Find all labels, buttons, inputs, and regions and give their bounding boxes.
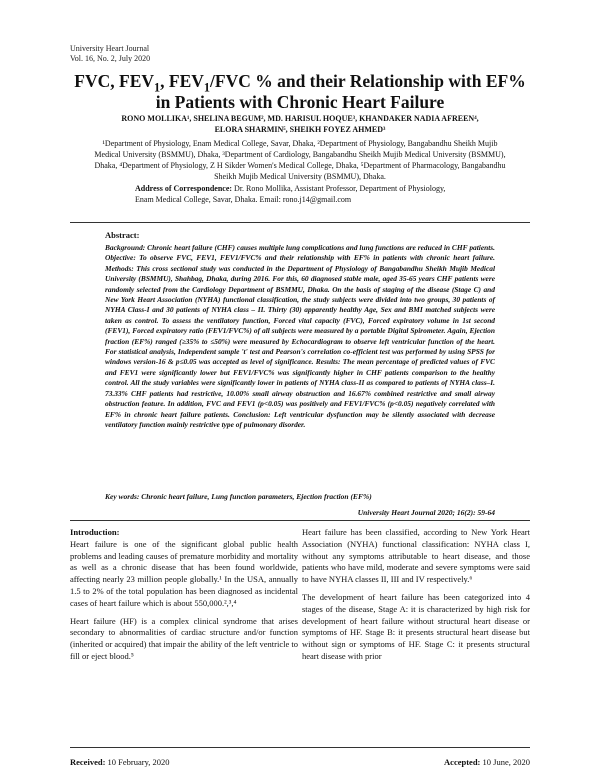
paragraph: Heart failure (HF) is a complex clinical syndrome that arises secondary to abnormalities of cardiac structure and/or function (inherited or acquired) that impair the ability of the left ventricle to fill or eject blood.⁵ xyxy=(70,615,298,661)
title-line2: in Patients with Chronic Heart Failure xyxy=(155,92,445,112)
affiliation-line: Medical University (BSMMU), Dhaka, ³Department of Cardiology, Bangabandhu Sheikh Mujib Medical University (BSMMU), xyxy=(94,150,506,159)
received-label: Received: xyxy=(70,757,106,767)
received-value: 10 February, 2020 xyxy=(105,757,170,767)
article-title xyxy=(40,71,560,113)
affiliation-line: ¹Department of Physiology, Enam Medical College, Savar, Dhaka, ²Department of Physiology, Bangabandhu Sheikh Mujib xyxy=(102,139,498,148)
correspondence-address xyxy=(135,184,465,205)
title-part: /FVC % and their Relationship with EF% xyxy=(210,71,526,91)
received-date xyxy=(70,757,170,767)
keywords: Key words: Chronic heart failure, Lung function parameters, Ejection fraction (EF%) xyxy=(105,492,372,501)
abstract-heading: Abstract: xyxy=(105,230,140,240)
divider xyxy=(70,520,530,521)
correspondence-label: Address of Correspondence: xyxy=(135,184,233,193)
divider xyxy=(70,747,530,748)
title-part: , FEV xyxy=(160,71,204,91)
authors-line: RONO MOLLIKA¹, SHELINA BEGUM², MD. HARISUL HOQUE³, KHANDAKER NADIA AFREEN⁴, xyxy=(121,114,479,123)
title-part: FVC, FEV xyxy=(74,71,155,91)
author-list xyxy=(90,114,510,135)
accepted-value: 10 June, 2020 xyxy=(480,757,530,767)
affiliations xyxy=(90,138,510,182)
affiliation-line: Sheikh Mujib Medical University (BSMMU), Dhaka. xyxy=(214,172,386,181)
right-column xyxy=(302,527,530,669)
abstract-text: Background: Chronic heart failure (CHF) causes multiple lung complications and lung functions are reduced in CHF patients. Objective: To observe FVC, FEV1, FEV1/FVC% and their relationship with EF% in patients with chronic heart failure. Methods: This cross sectional study was conducted in the Department of Physiology of Bangabandhu Sheikh Mujib Medical University (BSMMU), Shahbag, Dhaka, during 2016. For this, 60 diagnosed stable male, aged 35-65 years CHF patients were randomly selected from the Cardiology Department of BSMMU, Dhaka. On the basis of staging of the disease (Stage C) and New York Heart Association (NYHA) functional classification, the study subjects were divided into two groups, 30 patients of NYHA Class-I and 30 patients of NYHA class – II. Thirty (30) apparently healthy Age, Sex and BMI matched subjects were taken as control. To assess the ventilatory function, Forced vital capacity (FVC), Forced expiratory volume in 1st second (FEV1), Forced expiratory ratio (FEV1/FVC%) of all subjects were measured by a portable Digital Spirometer. Again, Ejection fraction (EF%) ranged (≥35% to ≤50%) were measured by Echocardiogram to observe left ventricular function of the heart. For statistical analysis, Independent sample 't' test and Pearson's correlation co-efficient test was performed by using SPSS for windows version-16 & p≤0.05 was accepted as level of significance. Results: The mean percentage of predicted values of FVC and FEV1 were significantly lower but FEV1/FVC% was significantly higher in CHF patients comparison to the healthy control. All the study variables were significantly lower in patients of NYHA class-II as compared to patients of NYHA class–I. 73.33% CHF patients had restrictive, 10.00% small airway obstruction and 16.67% combined restrictive and small airway obstruction feature. In addition, FVC and FEV1 (p<0.05) was positively and FEV1/FVC% (p<0.05) negatively correlated with EF% in chronic heart failure patients. Conclusion: Left ventricular dysfunction may be silently associated with decrease ventilatory function mainly restrictive type of pulmonary disorder. xyxy=(105,243,495,429)
authors-line: ELORA SHARMIN⁵, SHEIKH FOYEZ AHMED³ xyxy=(214,124,386,134)
title-sub: 1 xyxy=(154,80,161,95)
journal-header xyxy=(70,44,150,64)
journal-name: University Heart Journal xyxy=(70,44,150,53)
left-column xyxy=(70,527,298,669)
accepted-date xyxy=(420,757,530,767)
divider xyxy=(70,222,530,223)
paragraph: Heart failure has been classified, according to New York Heart Association (NYHA) functional classification: NYHA class I, without any symptoms attributable to heart disease, and those patients who have mild, moderate and severe symptoms were said to have NYHA classes II, III and IV respectively.⁶ xyxy=(302,527,530,585)
accepted-label: Accepted: xyxy=(444,757,481,767)
paragraph: The development of heart failure has been categorized into 4 stages of the disease, Stage A: it is characterized by high risk for development of heart failure without structural heart disease or symptoms of HF. Stage B: it presents structural heart disease but without sign or symptoms of HF. Stage C: it presents structural heart disease with prior xyxy=(302,591,530,661)
section-heading: Introduction: xyxy=(70,527,120,537)
affiliation-line: Dhaka, ⁴Department of Physiology, Z H Sikder Women's Medical College, Dhaka, ⁵Department of Pharmacology, Bangabandhu xyxy=(94,161,506,170)
abstract-section xyxy=(105,230,495,430)
journal-citation: University Heart Journal 2020; 16(2): 59-64 xyxy=(357,508,495,517)
title-sub: 1 xyxy=(203,80,211,95)
paragraph: Heart failure is one of the significant global public health problems and leading causes of premature morbidity and mortality as well as a chronic disease that has been found worldwide, affecting nearly 23 million people globally.¹ In the USA, annually 1.5 to 2% of the total population has been diagnosed as incidental cases of heart failure which is about 550,000.²,³,⁴ xyxy=(70,538,298,608)
journal-volume: Vol. 16, No. 2, July 2020 xyxy=(70,54,151,63)
correspondence-text: Dr. Rono Mollika, Assistant Professor, Department of Physiology, Enam Medical College, Savar, Dhaka. Email: rono.j14@gmail.com xyxy=(135,184,446,204)
